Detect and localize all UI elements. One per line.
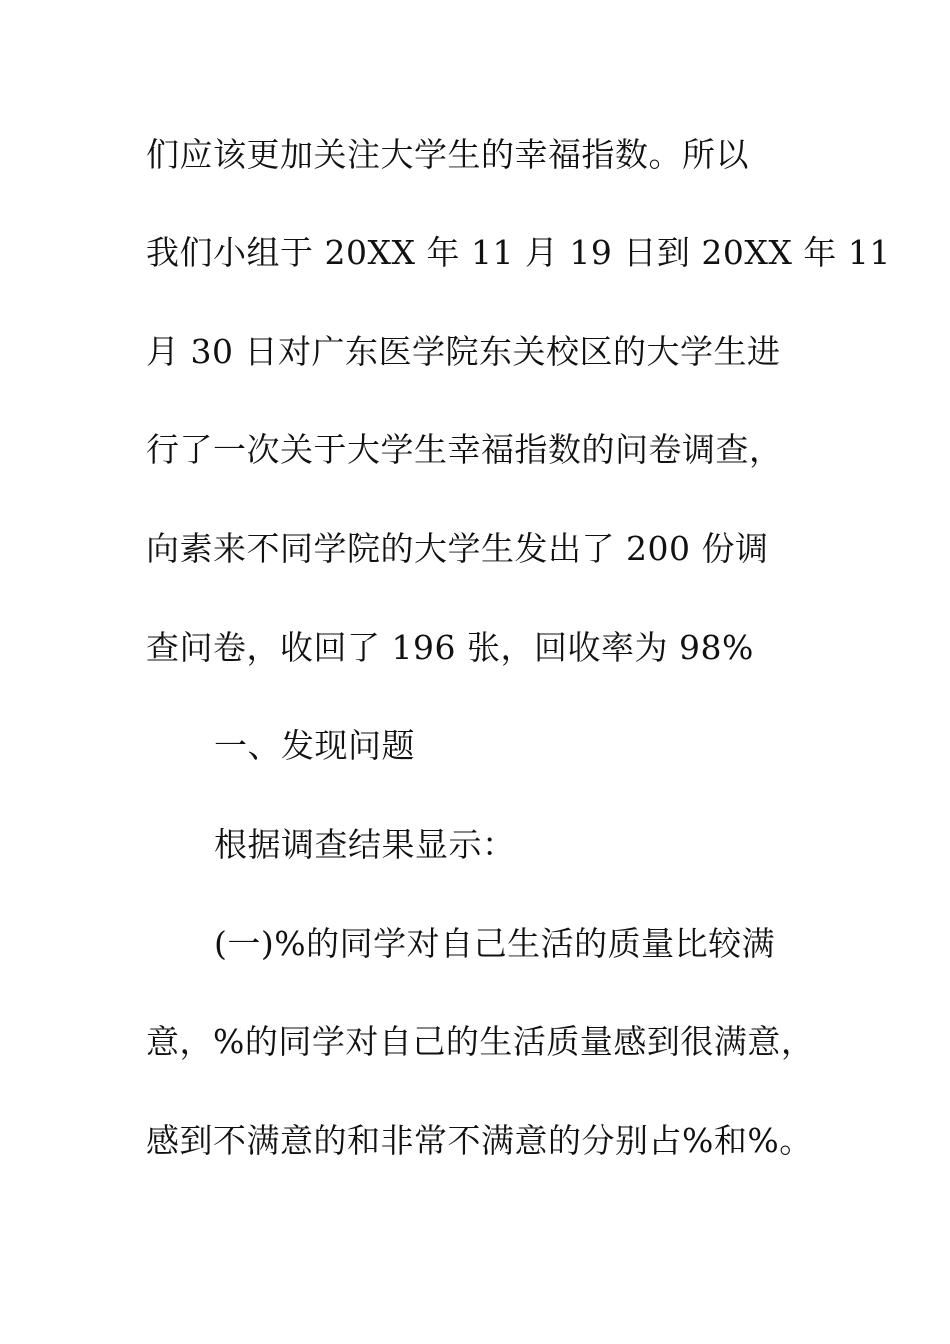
section-heading: 一、发现问题 [214, 726, 415, 765]
body-text-line: 查问卷，收回了 196 张，回收率为 98% [146, 628, 754, 667]
body-text-line: 们应该更加关注大学生的幸福指数。所以 [146, 135, 749, 174]
body-text-line: 感到不满意的和非常不满意的分别占%和%。 [146, 1121, 813, 1160]
body-text-line: (一)%的同学对自己生活的质量比较满 [214, 924, 776, 963]
body-text-line: 向素来不同学院的大学生发出了 200 份调 [146, 529, 769, 568]
body-text-line: 月 30 日对广东医学院东关校区的大学生进 [146, 332, 781, 371]
body-text-line: 意，%的同学对自己的生活质量感到很满意， [146, 1022, 815, 1061]
body-text-line: 我们小组于 20XX 年 11 月 19 日到 20XX 年 11 [146, 233, 891, 272]
body-text-line: 根据调查结果显示： [214, 825, 516, 864]
body-text-line: 行了一次关于大学生幸福指数的问卷调查， [146, 430, 783, 469]
